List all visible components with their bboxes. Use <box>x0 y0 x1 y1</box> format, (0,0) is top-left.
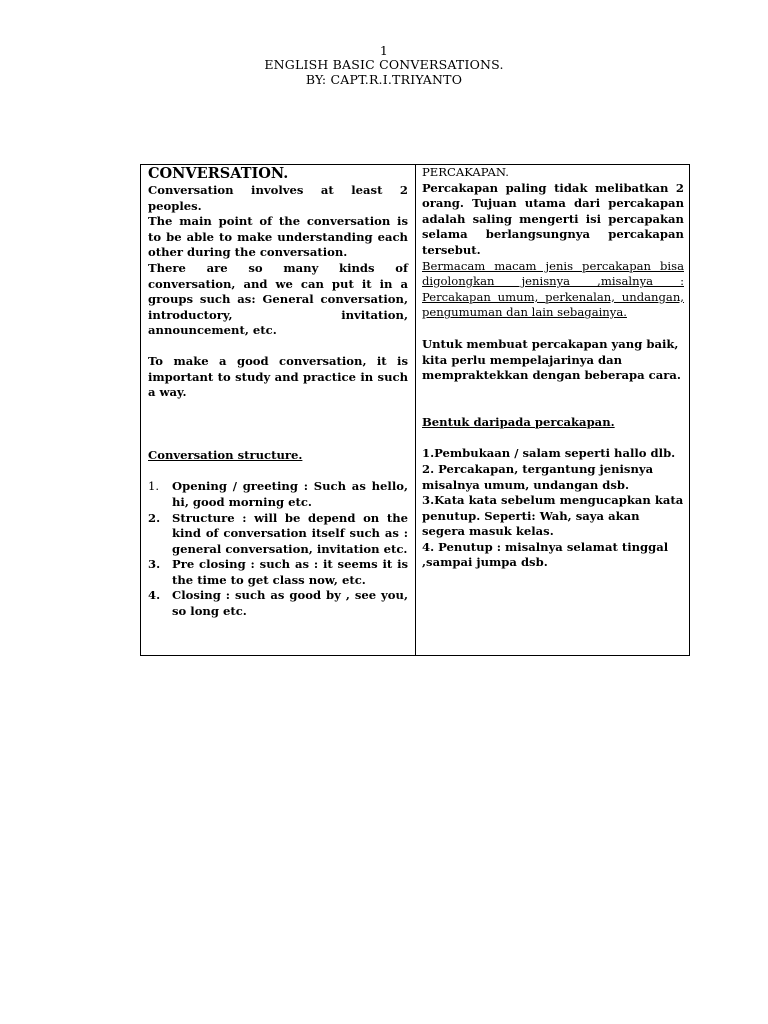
english-paragraph-4: To make a good conversation, it is important to study and practice in such a way. <box>148 353 408 400</box>
indonesian-column <box>422 165 684 571</box>
list-item: 4. Penutup : misalnya selamat tinggal ,sampai jumpa dsb. <box>422 539 669 570</box>
indonesian-structure-heading: Bentuk daripada percakapan. <box>422 414 615 429</box>
column-divider <box>415 165 416 655</box>
indonesian-structure-list <box>422 446 684 571</box>
document-title: ENGLISH BASIC CONVERSATIONS. <box>264 57 504 72</box>
list-item: 3.Kata kata sebelum mengucapkan kata penutup. Seperti: Wah, saya akan segera masuk kelas. <box>422 493 684 539</box>
indonesian-heading: PERCAKAPAN. <box>422 165 509 179</box>
english-paragraph-3: There are so many kinds of conversation, and we can put it in a groups such as: General conversation, introductory, invitation, announcement, etc. <box>148 260 408 338</box>
indonesian-paragraph-3: Untuk membuat percakapan yang baik, kita perlu mempelajarinya dan mempraktekkan dengan beberapa cara. <box>422 336 681 383</box>
english-structure-heading: Conversation structure. <box>148 447 303 462</box>
document-author: BY: CAPT.R.I.TRIYANTO <box>305 72 463 87</box>
list-item: 1. Opening / greeting : Such as hello, hi, good morning etc. <box>148 479 408 509</box>
list-item: 3. Pre closing : such as : it seems it is the time to get class now, etc. <box>148 557 408 587</box>
indonesian-paragraph-2: Bermacam macam jenis percakapan bisa digolongkan jenisnya ,misalnya : Percakapan umum, perkenalan, undangan, pengumuman dan lain sebagainya. <box>422 258 684 320</box>
list-item: 4. Closing : such as good by , see you, so long etc. <box>148 588 408 619</box>
list-item: 1.Pembukaan / salam seperti hallo dlb. <box>422 446 676 461</box>
list-item: 2. Structure : will be depend on the kind of conversation itself such as : general conversation, invitation etc. <box>148 510 408 556</box>
conversation-table <box>140 164 690 656</box>
english-paragraph-1: Conversation involves at least 2 peoples. <box>148 183 408 213</box>
page-number: 1 <box>379 43 389 58</box>
english-paragraph-2: The main point of the conversation is to be able to make understanding each other during the conversation. <box>148 214 408 260</box>
indonesian-paragraph-1: Percakapan paling tidak melibatkan 2 orang. Tujuan utama dari percakapan adalah saling mengerti isi percapakan selama berlangsungnya percakapan tersebut. <box>422 180 684 257</box>
english-column <box>148 165 408 620</box>
english-heading: CONVERSATION. <box>148 165 289 182</box>
list-item: 2. Percakapan, tergantung jenisnya misalnya umum, undangan dsb. <box>422 461 654 492</box>
english-structure-list <box>148 479 408 619</box>
